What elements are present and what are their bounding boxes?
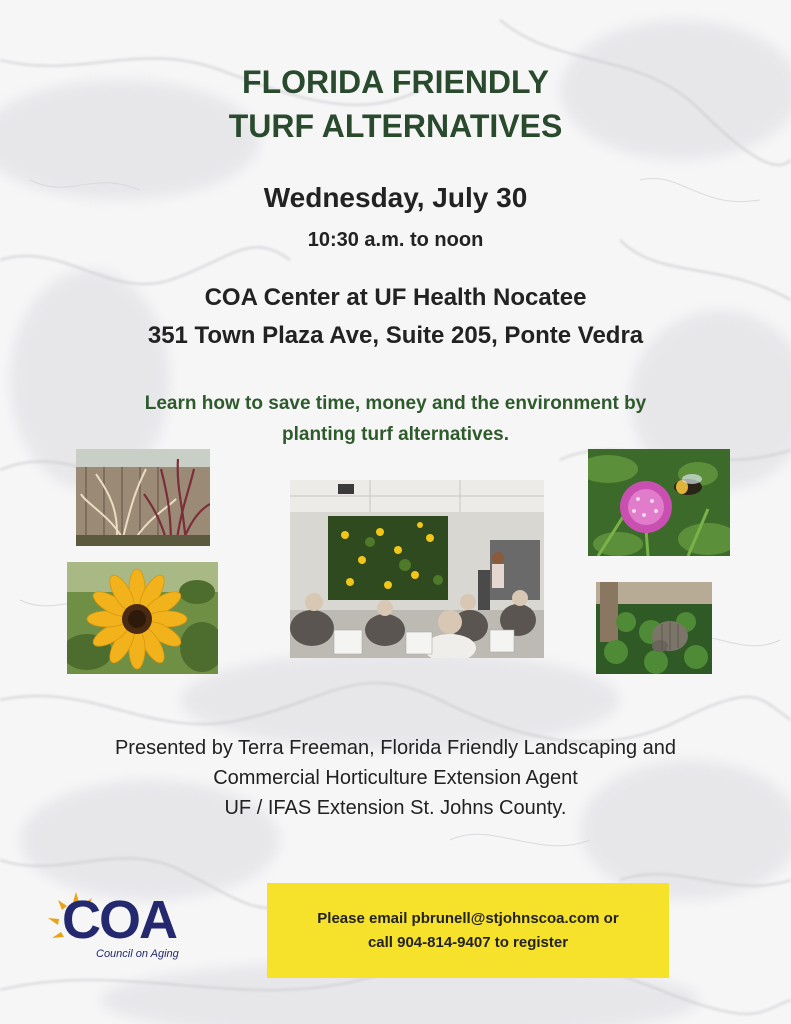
coa-logo [48, 888, 198, 972]
coa-wordmark: COA [62, 890, 176, 950]
venue-address: 351 Town Plaza Ave, Suite 205, Ponte Vedra [147, 322, 644, 349]
ornamental-grass-photo [76, 449, 210, 546]
event-date: Wednesday, July 30 [263, 182, 528, 213]
register-line-2: call 904-814-9407 to register [367, 933, 569, 951]
sunflower-photo [67, 562, 218, 674]
pink-flower-bee-photo [588, 449, 730, 556]
title-line-2: TURF ALTERNATIVES [228, 108, 563, 144]
presentation-room-photo [290, 480, 544, 658]
presenter-line-3: UF / IFAS Extension St. Johns County. [224, 797, 567, 819]
description-line-1: Learn how to save time, money and the environment by [144, 393, 647, 414]
armadillo-groundcover-photo [596, 582, 712, 674]
presenter-line-1: Presented by Terra Freeman, Florida Friendly Landscaping and [114, 737, 677, 759]
description-line-2: planting turf alternatives. [282, 424, 509, 445]
page-title [0, 60, 791, 148]
title-line-1: FLORIDA FRIENDLY [242, 64, 549, 100]
coa-tagline: Council on Aging [96, 948, 179, 960]
registration-box [267, 883, 669, 978]
presenter-info [0, 733, 791, 823]
register-line-1: Please email pbrunell@stjohnscoa.com or [317, 909, 619, 927]
presenter-line-2: Commercial Horticulture Extension Agent [213, 767, 578, 789]
event-venue [0, 279, 791, 355]
event-description [0, 388, 791, 450]
venue-name: COA Center at UF Health Nocatee [204, 284, 587, 311]
event-time: 10:30 a.m. to noon [307, 229, 484, 251]
